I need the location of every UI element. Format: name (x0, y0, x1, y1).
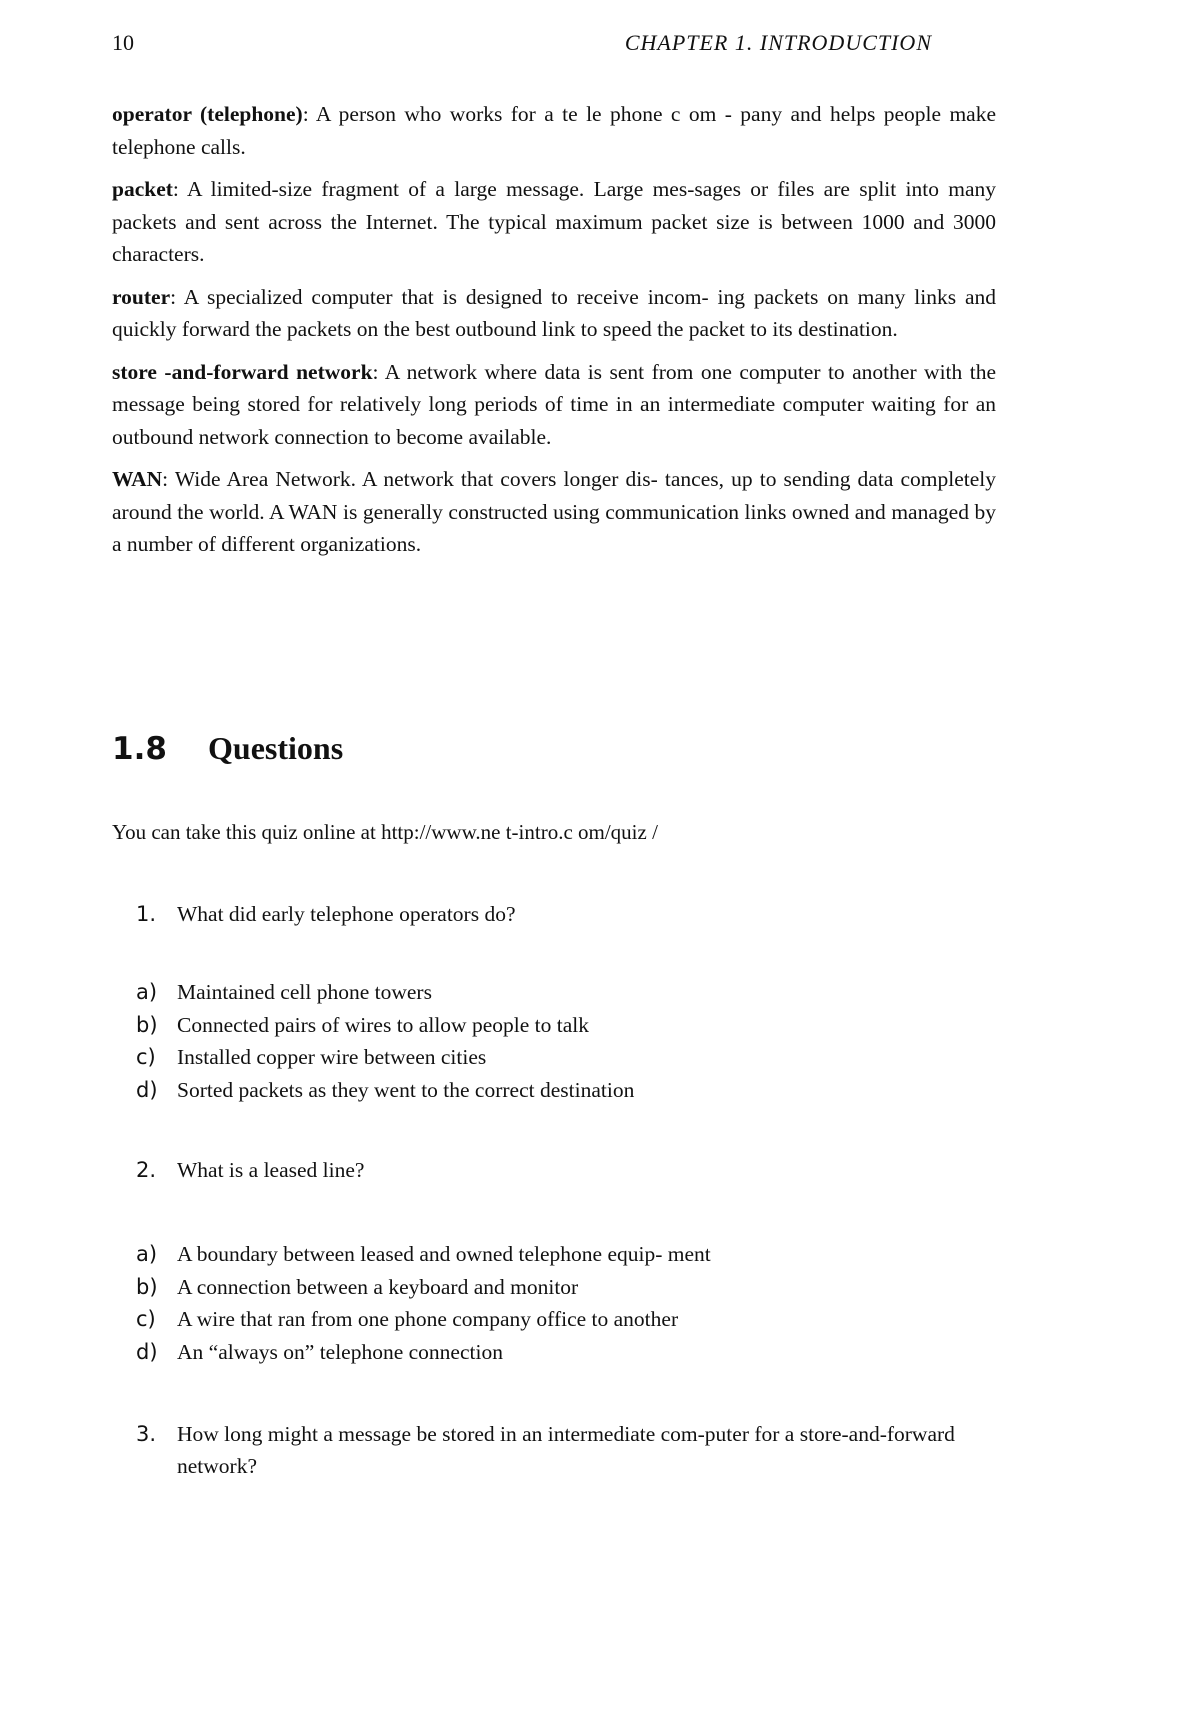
glossary-entry-store-and-forward (112, 356, 996, 454)
option-letter: a) (136, 1242, 158, 1266)
question-1 (136, 898, 996, 930)
question-text: How long might a message be stored in an intermediate com-puter for a store-and-forward network? (177, 1422, 955, 1478)
question-text: What is a leased line? (177, 1158, 365, 1182)
option-letter: b) (136, 1012, 158, 1037)
option-c (136, 1041, 996, 1074)
glossary-definition: : A person who works for a te le phone c om - pany and helps people make telephone calls. (112, 102, 996, 159)
glossary-entry-operator (112, 98, 996, 163)
glossary-term: store -and-forward network (112, 359, 373, 384)
question-2 (136, 1154, 996, 1186)
option-letter: c) (136, 1045, 156, 1069)
option-letter: c) (136, 1307, 156, 1331)
running-header (112, 30, 932, 60)
chapter-title: CHAPTER 1. INTRODUCTION (624, 30, 932, 55)
glossary-entry-router (112, 281, 996, 346)
option-letter: d) (136, 1339, 158, 1364)
question-number: 2. (136, 1158, 157, 1182)
section-number: 1.8 (112, 731, 167, 767)
glossary-list (112, 98, 996, 571)
section-heading (112, 730, 343, 767)
option-a (136, 976, 996, 1009)
option-d (136, 1074, 996, 1107)
option-b (136, 1009, 996, 1042)
glossary-entry-wan (112, 463, 996, 561)
glossary-term: operator (telephone) (112, 102, 303, 126)
option-letter: d) (136, 1077, 158, 1102)
option-text: A wire that ran from one phone company office to another (177, 1307, 679, 1331)
option-text: A connection between a keyboard and monitor (177, 1274, 579, 1299)
glossary-term: packet (112, 177, 173, 201)
question-text: What did early telephone operators do? (177, 902, 516, 926)
option-d (136, 1336, 996, 1369)
glossary-term: WAN (112, 467, 163, 491)
option-text: Sorted packets as they went to the correct destination (177, 1077, 635, 1102)
quiz-intro: You can take this quiz online at http://www.ne t-intro.c om/quiz / (112, 820, 658, 844)
question-1-options (136, 976, 996, 1106)
option-a (136, 1238, 996, 1271)
option-text: An “always on” telephone connection (177, 1339, 503, 1364)
option-letter: a) (136, 980, 158, 1004)
question-3 (136, 1418, 996, 1482)
option-c (136, 1303, 996, 1336)
question-number: 1. (136, 902, 157, 926)
page-number: 10 (112, 30, 134, 55)
section-title: Questions (208, 730, 344, 766)
glossary-definition: : Wide Area Network. A network that covers longer dis- tances, up to sending data completely around the world. A WAN is generally constructed using communication links owned and managed by a number of different organizations. (112, 467, 996, 556)
question-number: 3. (136, 1422, 157, 1446)
option-text: Maintained cell phone towers (177, 980, 432, 1004)
glossary-definition: : A limited-size fragment of a large message. Large mes-sages or files are split into many packets and sent across the Internet. The typical maximum packet size is between 1000 and 3000 characters. (112, 177, 996, 266)
option-b (136, 1271, 996, 1304)
glossary-definition: : A network where data is sent from one computer to another with the message being stored for relatively long periods of time in an intermediate computer waiting for an outbound network connection to become available. (112, 359, 997, 449)
option-text: Installed copper wire between cities (177, 1045, 487, 1069)
option-letter: b) (136, 1274, 158, 1299)
glossary-term: router (112, 284, 171, 309)
option-text: A boundary between leased and owned telephone equip- ment (177, 1242, 711, 1266)
glossary-entry-packet (112, 173, 996, 271)
question-2-options (136, 1238, 996, 1368)
glossary-definition: : A specialized computer that is designed to receive incom- ing packets on many links and quickly forward the packets on the best outbound link to speed the packet to its destination. (112, 284, 996, 341)
option-text: Connected pairs of wires to allow people to talk (177, 1012, 589, 1037)
